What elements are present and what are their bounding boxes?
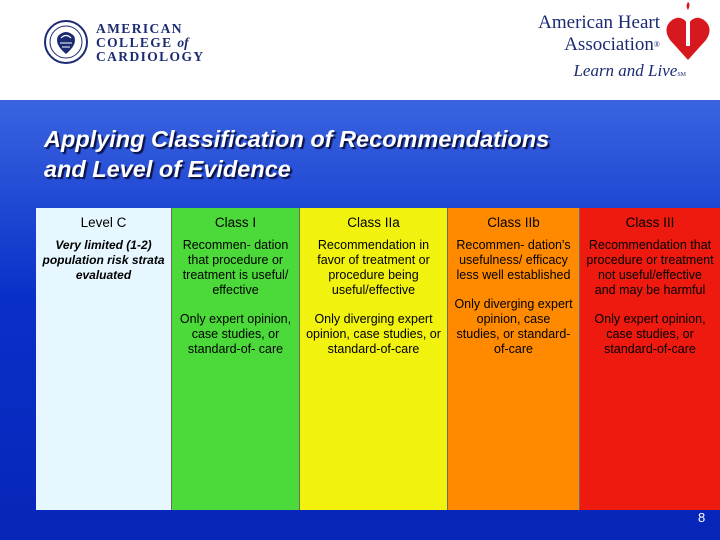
recommendation-table <box>36 208 720 510</box>
level-c-header: Level C <box>80 215 127 230</box>
class-iib-header: Class IIb <box>487 215 540 230</box>
class-i-column <box>172 208 300 510</box>
aha-line-2-text: Association <box>564 34 654 55</box>
class-iii-column <box>580 208 720 510</box>
class-iii-header: Class III <box>625 215 675 230</box>
class-iia-header: Class IIa <box>347 215 400 230</box>
class-iia-column <box>300 208 448 510</box>
level-c-description: Very limited (1-2) population risk strata evaluated <box>42 238 165 282</box>
page-number: 8 <box>698 510 706 525</box>
class-i-header: Class I <box>214 215 257 230</box>
level-c-column <box>36 208 172 510</box>
class-iii-evidence: Only expert opinion, case studies, or standard-of-care <box>594 312 706 356</box>
slide-title-line-2: and Level of Evidence <box>44 156 291 182</box>
acc-line-2 <box>96 36 205 50</box>
aha-tagline-text: Learn and Live <box>573 61 678 80</box>
slide-title <box>44 124 684 184</box>
class-iib-evidence: Only diverging expert opinion, case studies, or standard-of-care <box>454 297 573 356</box>
class-i-evidence: Only expert opinion, case studies, or standard-of- care <box>179 312 292 356</box>
logo-banner <box>0 0 720 100</box>
class-iia-evidence: Only diverging expert opinion, case studies, or standard-of-care <box>306 312 441 356</box>
class-iia-recommendation: Recommendation in favor of treatment or procedure being useful/effective <box>317 238 430 297</box>
aha-tagline <box>573 61 686 81</box>
aha-registered-mark: ® <box>653 40 660 49</box>
acc-line-2-text: COLLEGE <box>96 35 178 50</box>
slide-title-line-1: Applying Classification of Recommendations <box>44 126 550 152</box>
class-iii-recommendation: Recommendation that procedure or treatment not useful/effective and may be harmful <box>586 238 714 297</box>
heart-torch-icon <box>666 2 710 62</box>
acc-wordmark <box>96 22 205 64</box>
aha-tm-mark: SM <box>677 72 686 78</box>
acc-line-1: AMERICAN <box>96 21 183 36</box>
acc-seal-icon <box>44 20 88 64</box>
acc-line-2-of: of <box>177 35 189 50</box>
aha-line-2 <box>480 34 660 56</box>
acc-line-3: CARDIOLOGY <box>96 49 205 64</box>
class-iib-column <box>448 208 580 510</box>
class-i-recommendation: Recommen- dation that procedure or treatment is useful/ effective <box>182 238 289 297</box>
aha-line-1: American Heart <box>538 12 660 33</box>
aha-wordmark <box>480 12 660 56</box>
class-iib-recommendation: Recommen- dation's usefulness/ efficacy less well established <box>456 238 571 282</box>
